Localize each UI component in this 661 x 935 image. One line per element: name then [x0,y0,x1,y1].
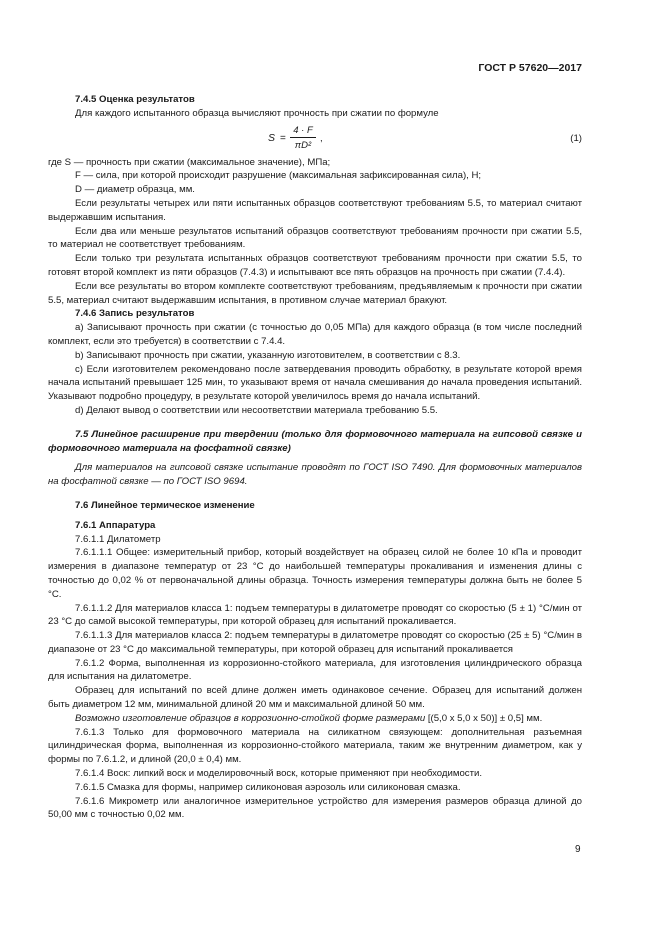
section-7-6-1-5: 7.6.1.5 Смазка для формы, например силиконовая аэрозоль или силиконовая смазка. [75,781,461,793]
section-7-6-1-2-note [48,712,582,726]
section-7-6-1-3: 7.6.1.3 Только для формовочного материала на силикатном связующем: дополнительная разъемная цилиндрическая форма, выполненная из коррозионно-стойкого материала, таким же внутренним диаметром, как у формы по 7.6.1.2, и длиной (20,0 ± 0,4) мм. [48,726,582,766]
formula-lhs: S [268,131,276,144]
formula-numerator: 4 · F [290,124,316,138]
page-number: 9 [575,844,581,855]
section-7-4-6-title: 7.4.6 Запись результатов [75,308,195,320]
definition-s: где S — прочность при сжатии (максимальное значение), МПа; [48,156,331,168]
result-paragraph-3: Если только три результата испытанных образцов соответствуют требованиям прочности при сжатии 5.5, то готовят второй комплект из пяти образцов (7.4.3) и испытывают все пять образцов на прочность при сжатии (7.4.4). [48,253,582,278]
page-content [48,93,582,822]
note-dimensions: [(5,0 x 5,0 x 50)] ± 0,5] мм. [425,712,543,724]
result-paragraph-4: Если все результаты во втором комплекте соответствуют требованиям, предъявляемым к прочности при сжатии 5.5, материал считают выдержавшим испытания, в противном случае материал бракуют. [48,280,582,306]
section-7-6-1-title: 7.6.1 Аппаратура [75,519,156,531]
record-item-a: a) Записывают прочность при сжатии (с точностью до 0,05 МПа) для каждого образца (в том числе последний комплект, если это требуется) в соответствии с 7.4.4. [48,322,582,347]
section-7-5-title: 7.5 Линейное расширение при твердении (только для формовочного материала на гипсовой связке и формовочного материала на фосфатной связке) [48,428,582,454]
section-7-5-body: Для материалов на гипсовой связке испытание проводят по ГОСТ ISO 7490. Для формовочных материалов на фосфатной связке — по ГОСТ ISO 9694. [48,462,582,488]
formula-equals: = [280,132,286,144]
section-7-6-1-1-2: 7.6.1.1.2 Для материалов класса 1: подъем температуры в дилатометре проводят со скоростью (5 ± 1) °С/мин от 23 °С до самой высокой температуры, при которой образец для испытаний прокаливается. [48,602,582,628]
record-item-c: c) Если изготовителем рекомендовано после затвердевания проводить обработку, в результате которой время начала испытаний превышает 125 мин, то указывают время от начала смешивания до начала проведения испытаний. Указывают подробно процедуру, в результате которой увеличилось время до начала испытаний. [48,363,582,403]
section-7-6-1-6: 7.6.1.6 Микрометр или аналогичное измерительное устройство для измерения размеров образца длиной до 50,00 мм с точностью 0,02 мм. [48,795,582,821]
result-paragraph-1: Если результаты четырех или пяти испытанных образцов соответствуют требованиям 5.5, то материал считают выдержавшим испытания. [48,197,582,223]
section-7-6-title: 7.6 Линейное термическое изменение [75,499,255,511]
note-italic-text: Возможно изготовление образцов в коррозионно-стойкой форме размерами [75,712,426,724]
section-7-6-1-4: 7.6.1.4 Воск: липкий воск и моделировочный воск, которые применяют при необходимости. [75,768,483,780]
section-7-4-5-intro: Для каждого испытанного образца вычисляют прочность при сжатии по формуле [75,107,439,119]
definition-d: D — диаметр образца, мм. [75,184,195,196]
formula-1 [48,124,582,154]
formula-definitions [48,156,582,197]
record-item-b: b) Записывают прочность при сжатии, указанную изготовителем, в соответствии с 8.3. [75,349,461,361]
section-7-6-1-1: 7.6.1.1 Дилатометр [75,533,161,545]
section-7-6-1-1-1: 7.6.1.1.1 Общее: измерительный прибор, который воздействует на образец силой не более 10 кПа и проводит измерения в диапазоне температур от 23 °С до наибольшей температуры прокаливания и изменения длины с точностью до 0,02 % от первоначальной длины образца. Точность измерения температуры должна быть не более 5 °С. [48,547,582,600]
standard-header: ГОСТ Р 57620—2017 [478,62,582,74]
definition-f: F — сила, при которой происходит разрушение (максимальная зафиксированная сила), Н; [75,170,482,182]
section-7-4-5-title: 7.4.5 Оценка результатов [75,94,195,105]
formula-comma: , [320,132,323,144]
formula-fraction [290,124,316,153]
section-7-6-1-2-specimen: Образец для испытаний по всей длине должен иметь одинаковое сечение. Образец для испытаний должен быть диаметром 12 мм, минимальной длиной 20 мм и максимальной длиной 50 мм. [48,685,582,711]
section-7-6-1-1-3: 7.6.1.1.3 Для материалов класса 2: подъем температуры в дилатометре проводят со скоростью (25 ± 5) °С/мин в диапазоне от 23 °С до максимальной температуры, при которой образец для испытаний прокаливается [48,630,582,655]
section-7-6-1-2: 7.6.1.2 Форма, выполненная из коррозионно-стойкого материала, для изготовления цилиндрического образца для испытания на дилатометре. [48,657,582,683]
formula-number: (1) [570,132,582,144]
formula-denominator: πD² [294,139,312,151]
result-paragraph-2: Если два или меньше результатов испытаний образцов соответствуют требованиям прочности при сжатии 5.5, то материал не соответствует требованиям. [48,225,582,251]
record-item-d: d) Делают вывод о соответствии или несоответствии материала требованию 5.5. [75,404,438,416]
